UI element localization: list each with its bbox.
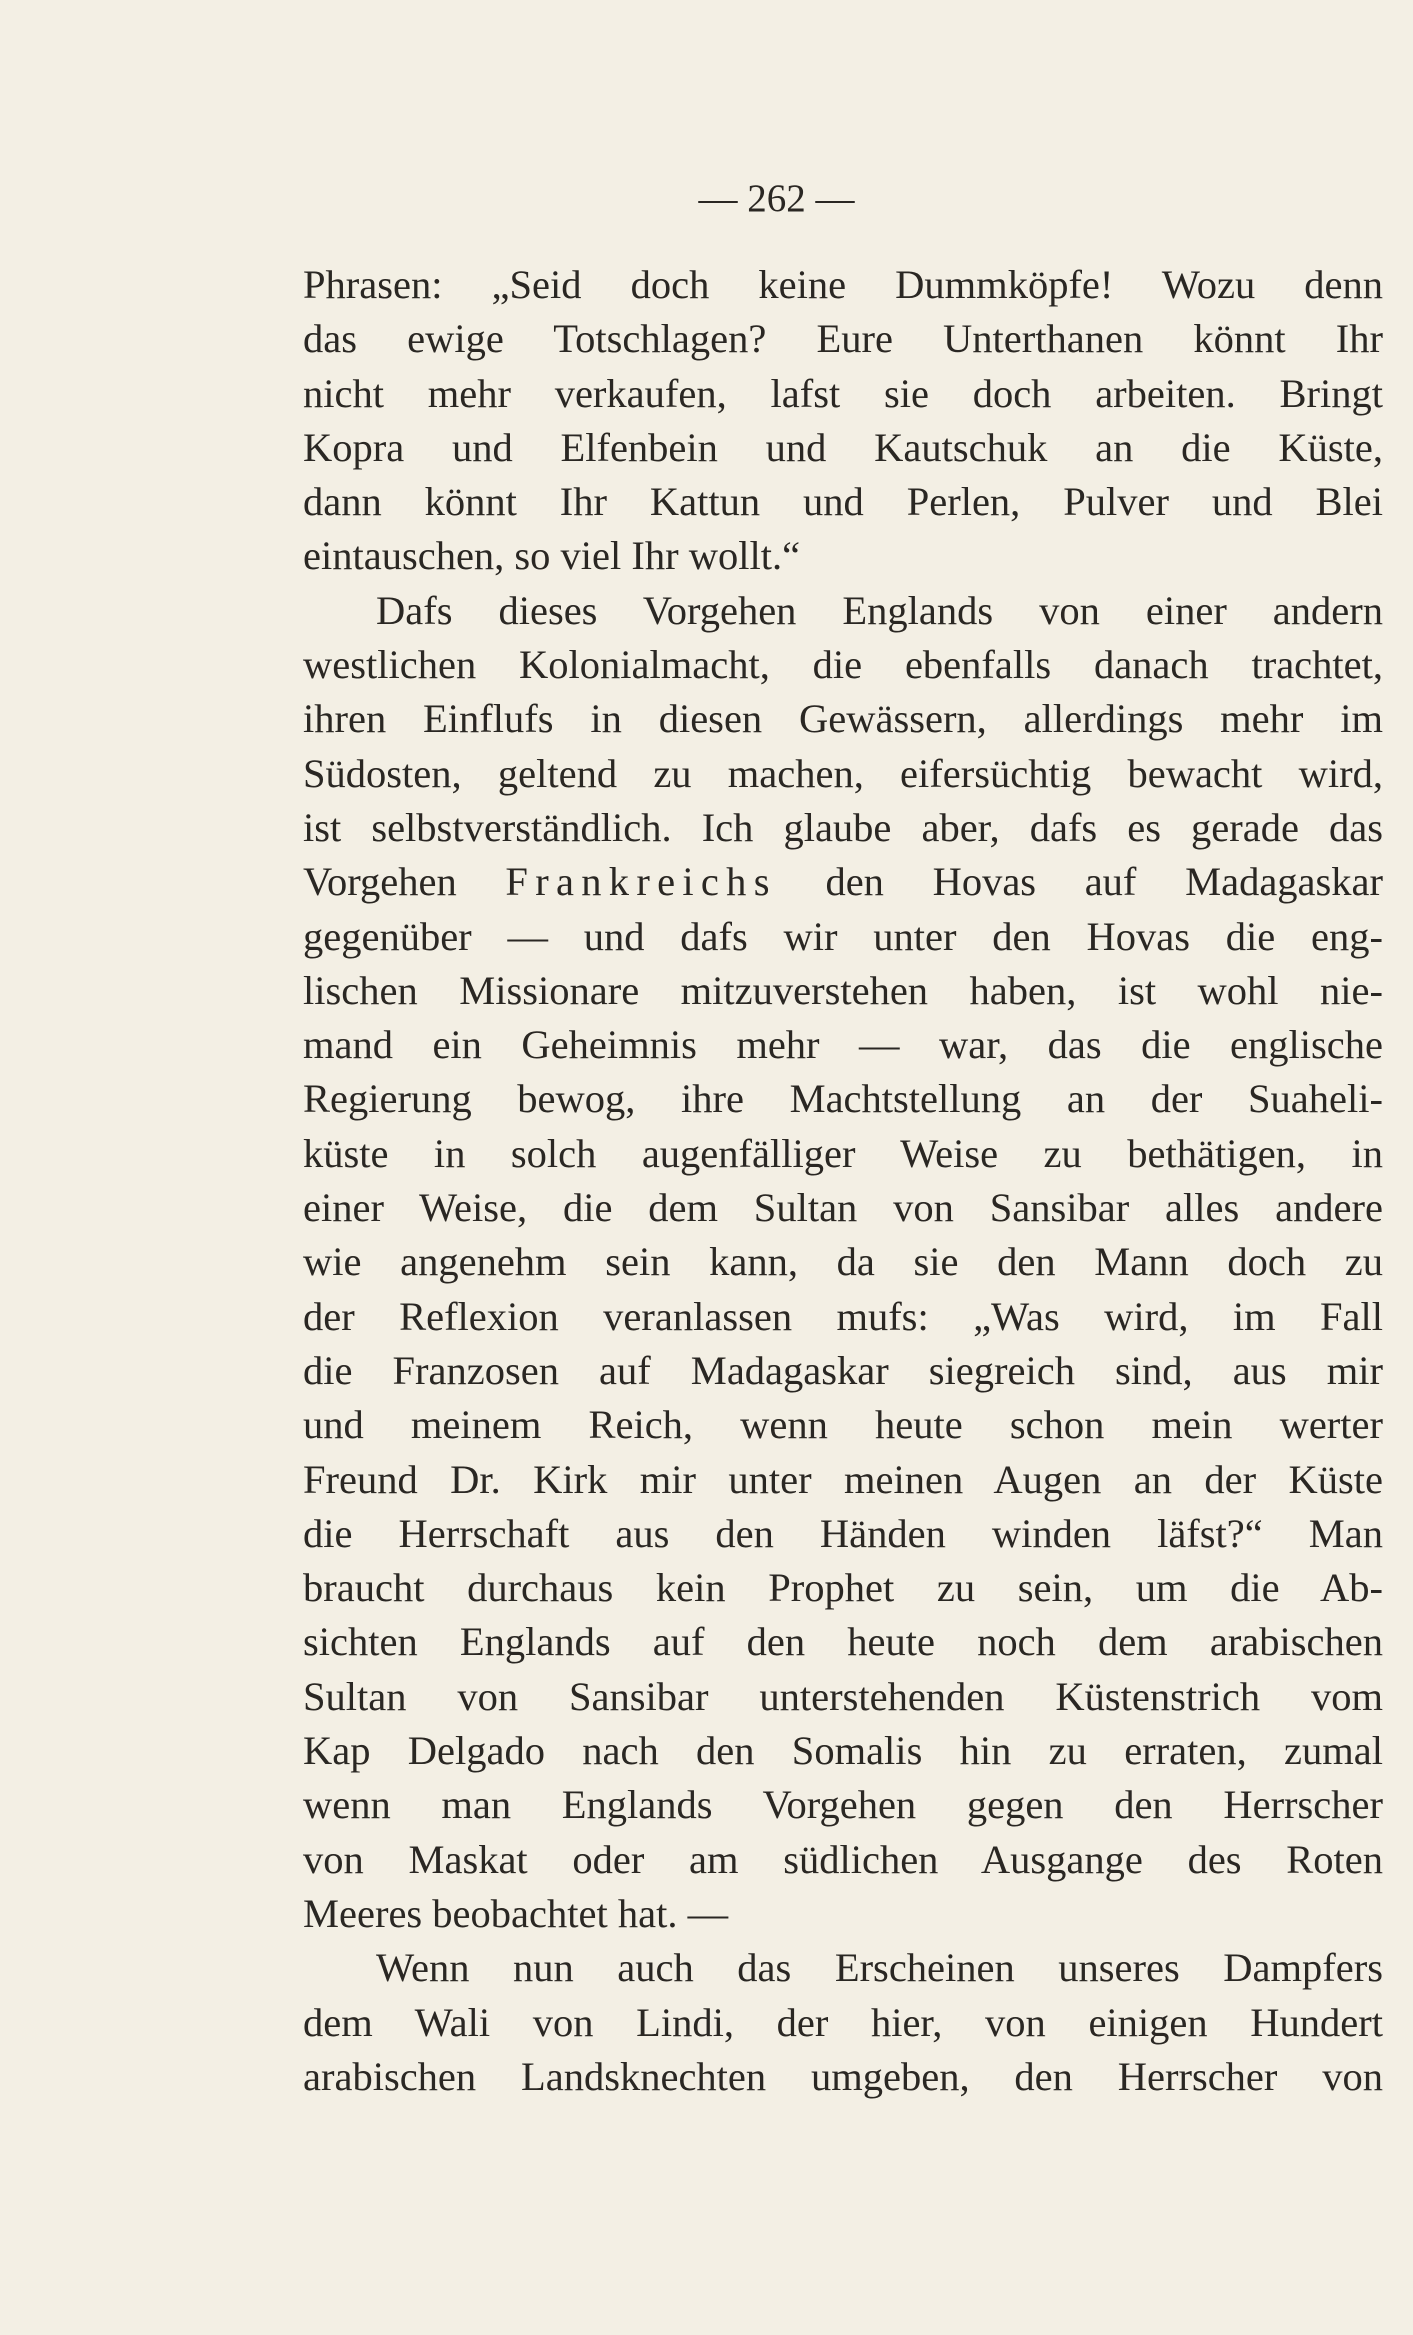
text-line: wenn man Englands Vorgehen gegen den Herrscher [303,1782,1383,1828]
text-segment: Vorgehen [303,859,506,905]
text-line: Freund Dr. Kirk mir unter meinen Augen an der Küste [303,1456,1383,1502]
body-text [303,258,1383,2104]
text-line: braucht durchaus kein Prophet zu sein, um die Ab- [303,1565,1383,1611]
text-line [303,855,1383,909]
text-line: und meinem Reich, wenn heute schon mein werter [303,1402,1383,1448]
text-line: ihren Einflufs in diesen Gewässern, allerdings mehr im [303,696,1383,742]
text-line: der Reflexion veranlassen mufs: „Was wird, im Fall [303,1293,1383,1339]
text-line: Sultan von Sansibar unterstehenden Küstenstrich vom [303,1673,1383,1719]
text-line: arabischen Landsknechten umgeben, den Herrscher von [303,2053,1383,2099]
text-line: das ewige Totschlagen? Eure Unterthanen könnt Ihr [303,316,1383,362]
text-segment: den Hovas auf Madagaskar [776,859,1383,905]
text-line: sichten Englands auf den heute noch dem arabischen [303,1619,1383,1665]
text-line: die Franzosen auf Madagaskar siegreich sind, aus mir [303,1347,1383,1393]
text-line: mand ein Geheimnis mehr — war, das die englische [303,1022,1383,1068]
text-line: von Maskat oder am südlichen Ausgange des Roten [303,1836,1383,1882]
text-line: nicht mehr verkaufen, lafst sie doch arbeiten. Bringt [303,370,1383,416]
text-line: Meeres beobachtet hat. — [303,1890,729,1936]
paragraph-first-line: Wenn nun auch das Erscheinen unseres Dampfers [376,1945,1383,1991]
text-line: Kap Delgado nach den Somalis hin zu erraten, zumal [303,1728,1383,1774]
text-line: westlichen Kolonialmacht, die ebenfalls danach trachtet, [303,642,1383,688]
text-line: einer Weise, die dem Sultan von Sansibar alles andere [303,1185,1383,1231]
text-line: eintauschen, so viel Ihr wollt.“ [303,533,801,579]
text-line: dann könnt Ihr Kattun und Perlen, Pulver und Blei [303,479,1383,525]
text-line: lischen Missionare mitzuverstehen haben, ist wohl nie- [303,967,1383,1013]
text-line: dem Wali von Lindi, der hier, von einigen Hundert [303,1999,1383,2045]
text-line: gegenüber — und dafs wir unter den Hovas die eng- [303,913,1383,959]
paragraph-first-line: Dafs dieses Vorgehen Englands von einer andern [376,587,1383,633]
text-line: Phrasen: „Seid doch keine Dummköpfe! Wozu denn [303,262,1383,307]
text-line: die Herrschaft aus den Händen winden läfst?“ Man [303,1510,1383,1556]
text-line: ist selbstverständlich. Ich glaube aber, dafs es gerade das [303,804,1383,850]
text-line: wie angenehm sein kann, da sie den Mann doch zu [303,1239,1383,1285]
emphasized-word: Frankreichs [505,859,777,905]
text-line: Kopra und Elfenbein und Kautschuk an die Küste, [303,424,1383,470]
page-number: — 262 — [698,177,855,220]
text-line: küste in solch augenfälliger Weise zu bethätigen, in [303,1130,1383,1176]
text-line: Regierung bewog, ihre Machtstellung an der Suaheli- [303,1076,1383,1122]
text-line: Südosten, geltend zu machen, eifersüchtig bewacht wird, [303,750,1383,796]
